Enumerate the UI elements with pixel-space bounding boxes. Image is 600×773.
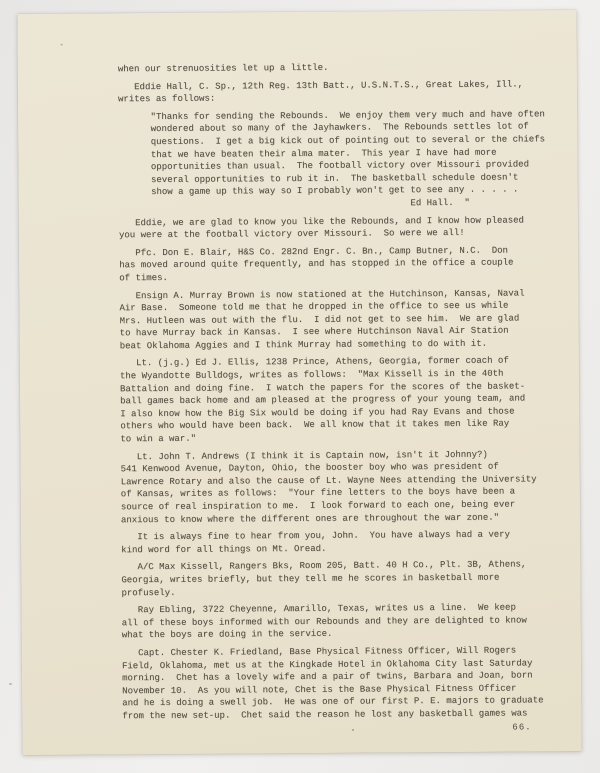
page-number: 66. [512, 722, 532, 733]
paragraph: Lt. (j.g.) Ed J. Ellis, 1238 Prince, Athens, Georgia, former coach of the Wyandotte Bulldogs, writes as follows: "Max Kissell is in the 40th Battalion and doing fine. I watch the papers for the scores of the basket- ball games back home and am pleased at the progress of your young team, and I also know how the Big Six would be doing if you had Ray Evans and those others who would have been back. We all know that it takes men like Ray to win a war." [119, 356, 526, 445]
paragraph: Ray Ebling, 3722 Cheyenne, Amarillo, Texas, writes us a line. We keep all of these boys informed with our Rebounds and they are delighted to know what the boys are doing in the service. [121, 602, 527, 641]
scan-speck [9, 683, 12, 685]
footer [122, 722, 558, 739]
paper [17, 10, 581, 755]
paragraph: Lt. John T. Andrews (I think it is Captain now, isn't it Johnny?) 541 Kenwood Avenue, Dayton, Ohio, the booster boy who was president of Lawrence Rotary and also the cause of Lt. Wayne Nees attending the University of Kansas, writes as follows: "Your fine letters to the boys have been a source of real inspiration to me. I look forward to each one, being ever anxious to know where the different ones are throughout the war zone." [120, 449, 537, 525]
paragraph: It is always fine to hear from you, John. You have always had a very kind word for all things on Mt. Oread. [121, 529, 510, 556]
paragraph: Eddie, we are glad to know you like the Rebounds, and I know how pleased you were at the football victory over Missouri. So were we all! [118, 214, 524, 241]
paragraph: Capt. Chester K. Friedland, Base Physical Fitness Officer, Will Rogers Field, Oklahoma, met us at the Kingkade Hotel in Oklahoma City last Saturday morning. Chet has a lovely wife and a pair of twins, Barbara and Joan, born November 10. As you will note, Chet is the Base Physical Fitness Officer and he is doing a swell job. He was one of our first P. E. majors to graduate from the new set-up. Chet said the reason he lost any basketball games was [121, 645, 544, 722]
paragraph: Eddie Hall, C. Sp., 12th Reg. 13th Batt., U.S.N.T.S., Great Lakes, Ill., writes as follows: [117, 79, 524, 105]
scan-speck [61, 44, 63, 46]
paragraph: when our strenuosities let up a little. [117, 62, 329, 75]
paragraph: A/C Max Kissell, Rangers Bks, Room 205, Batt. 40 H Co., Plt. 3B, Athens, Georgia, writes briefly, but they tell me he scores in basketball more profusely. [121, 559, 527, 598]
footer-separator-dot: . [350, 723, 356, 734]
paragraph: "Thanks for sending the Rebounds. We enjoy them very much and have often wondered about so many of the Jayhawkers. The Rebounds settles lot of questions. I get a big kick out of pointing out to several or the chiefs that we have beaten their alma mater. This year I have had more opportunities than usual. The football victory over Missouri provided several opportunities to rub it in. The basketball schedule doesn't show a game up this way so I probably won't get to see any . . . . . Ed Hall. " [118, 109, 546, 211]
paragraph: Ensign A. Murray Brown is now stationed at the Hutchinson, Kansas, Naval Air Base. Someone told me that he dropped in the office to see us while Mrs. Hutleen was out with the flu. I did not get to see him. We are glad to have Murray back in Kansas. I see where Hutchinson Naval Air Station beat Oklahoma Aggies and I think Murray had something to do with it. [119, 287, 525, 352]
text-body [118, 60, 559, 728]
paragraph: Pfc. Don E. Blair, H&S Co. 282nd Engr. C. Bn., Camp Butner, N.C. Don has moved around quite frequently, and has stopped in the office a couple of times. [119, 245, 514, 284]
